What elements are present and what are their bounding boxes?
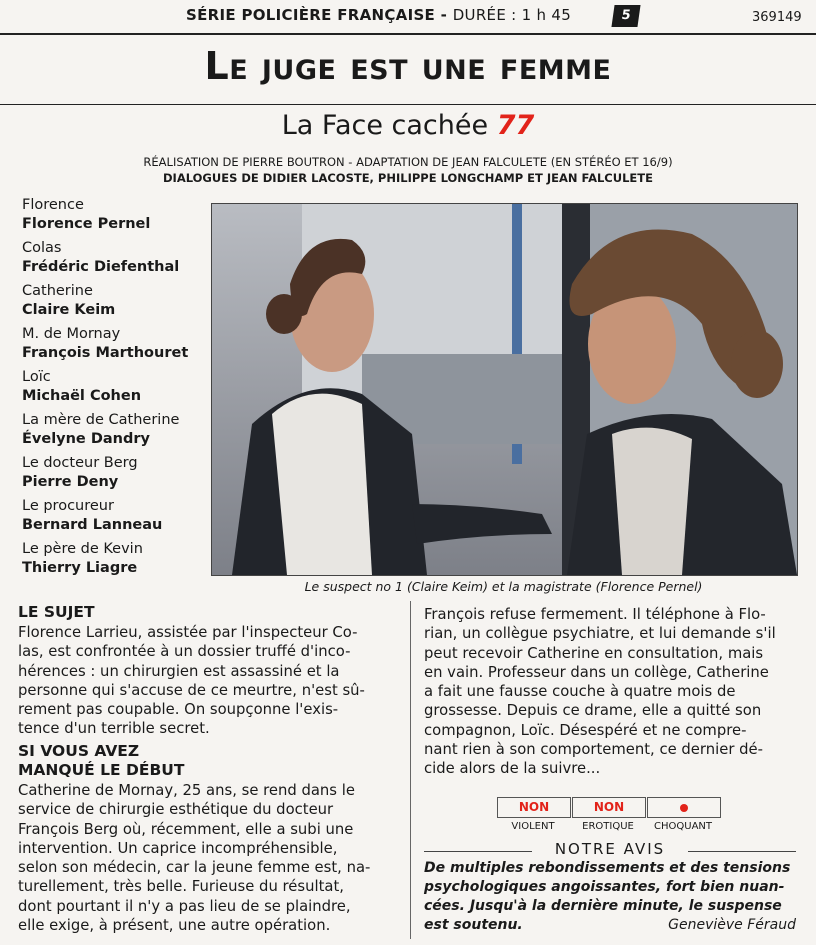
cast-role: La mère de Catherine <box>22 412 180 428</box>
photo-caption: Le suspect no 1 (Claire Keim) et la magistrate (Florence Pernel) <box>304 579 703 594</box>
text-line: Catherine de Mornay, 25 ans, se rend dans le <box>18 782 355 799</box>
episode-title: La Face cachée <box>281 110 489 141</box>
top-divider <box>0 33 816 35</box>
rating-violent-label: VIOLENT <box>511 821 555 832</box>
cast-item <box>22 325 212 363</box>
sujet-text <box>18 623 365 739</box>
cast-actor: Florence Pernel <box>22 216 151 232</box>
cast-role: Le procureur <box>22 498 114 514</box>
cast-item <box>22 454 212 492</box>
cast-role: Florence <box>22 197 84 213</box>
cast-actor: Frédéric Diefenthal <box>22 259 180 275</box>
text-line: compagnon, Loïc. Désespéré et ne compre- <box>424 721 747 739</box>
text-line: selon son médecin, car la jeune femme est, na- <box>18 859 371 877</box>
text-line: elle exige, à présent, une autre opération. <box>18 917 331 935</box>
text-line: De multiples rebondissements et des tensions <box>424 860 791 876</box>
cast-item <box>22 368 212 406</box>
text-line: dont pourtant il n'y a pas lieu de se plaindre, <box>18 897 351 915</box>
text-line: nant rien à son comportement, ce dernier dé- <box>424 741 763 759</box>
debut-heading-1: SI VOUS AVEZ <box>18 742 140 760</box>
text-line: cées. Jusqu'à la dernière minute, le suspense <box>424 898 782 914</box>
cast-item <box>22 497 212 535</box>
cast-item <box>22 239 212 277</box>
episode-photo <box>211 203 798 576</box>
cast-actor: Thierry Liagre <box>22 560 138 576</box>
red-dot-icon <box>680 804 688 812</box>
text-line: las, est confrontée à un dossier truffé d'inco- <box>18 643 351 661</box>
column-divider <box>410 601 411 939</box>
rating-choquant-box <box>647 797 721 818</box>
text-line: grossesse. Depuis ce drame, elle a quitté son <box>424 702 762 720</box>
title-divider <box>0 104 816 105</box>
text-line: hérences : un chirurgien est assassiné et la <box>18 662 340 680</box>
credits-dialogue: DIALOGUES DE DIDIER LACOSTE, PHILIPPE LONGCHAMP ET JEAN FALCULETE <box>163 171 653 185</box>
cast-role: Le père de Kevin <box>22 541 143 557</box>
cast-actor: Évelyne Dandry <box>22 431 150 447</box>
genre-label: SÉRIE POLICIÈRE FRANÇAISE - <box>186 6 448 24</box>
cast-actor: Bernard Lanneau <box>22 517 163 533</box>
rating-choquant-label: CHOQUANT <box>654 821 712 832</box>
text-line: intervention. Un caprice incompréhensible, <box>18 839 338 857</box>
text-line: tence d'un terrible secret. <box>18 720 210 738</box>
cast-actor: Pierre Deny <box>22 474 119 490</box>
rating-badge: 77 <box>496 110 535 141</box>
cast-actor: Michaël Cohen <box>22 388 142 404</box>
series-title: Le juge est une femme <box>204 44 612 88</box>
text-line: rement pas coupable. On soupçonne l'exis- <box>18 701 339 719</box>
cast-actor: Claire Keim <box>22 302 116 318</box>
listing-code: 369149 <box>752 10 802 25</box>
avis-last-line: est soutenu. <box>424 917 523 933</box>
credits-direction: RÉALISATION DE PIERRE BOUTRON - ADAPTATION DE JEAN FALCULETE (EN STÉRÉO ET 16/9) <box>143 155 673 169</box>
episode-title-row <box>0 110 816 141</box>
channel-logo-icon: 5 <box>611 5 640 27</box>
avis-author: Geneviève Féraud <box>668 917 796 933</box>
text-line: service de chirurgie esthétique du docteur <box>18 801 334 819</box>
debut-text <box>18 781 370 935</box>
genre-duration <box>186 6 571 24</box>
photo-illustration <box>212 204 797 575</box>
cast-actor: François Marthouret <box>22 345 189 361</box>
text-line: psychologiques angoissantes, fort bien nuan- <box>424 879 785 895</box>
text-line: rian, un collègue psychiatre, et lui demande s'il <box>424 625 776 643</box>
cast-item <box>22 540 212 578</box>
duration-label: DURÉE : 1 h 45 <box>452 6 572 24</box>
text-line: François refuse fermement. Il téléphone à Flo- <box>424 606 766 623</box>
rating-erotique-label: EROTIQUE <box>582 821 634 832</box>
cast-role: Loïc <box>22 369 51 385</box>
cast-role: Colas <box>22 240 62 256</box>
text-line: en vain. Professeur dans un collège, Catherine <box>424 663 769 681</box>
text-line: cide alors de la suivre... <box>424 760 601 778</box>
rating-erotique-box: NON <box>572 797 646 818</box>
cast-item <box>22 411 212 449</box>
continuation-text <box>424 605 776 779</box>
cast-role: Le docteur Berg <box>22 455 138 471</box>
text-line: a fait une fausse couche à quatre mois de <box>424 683 736 701</box>
text-line-last <box>424 916 796 935</box>
cast-item <box>22 196 212 234</box>
avis-text <box>424 859 796 935</box>
cast-role: M. de Mornay <box>22 326 121 342</box>
text-line: turellement, très belle. Furieuse du résultat, <box>18 878 344 896</box>
text-line: personne qui s'accuse de ce meurtre, n'est sû- <box>18 681 365 699</box>
sujet-heading: LE SUJET <box>18 603 95 621</box>
cast-item <box>22 282 212 320</box>
rating-violent-box: NON <box>497 797 571 818</box>
avis-title: NOTRE AVIS <box>554 840 666 858</box>
text-line: Florence Larrieu, assistée par l'inspecteur Co- <box>18 624 358 641</box>
cast-role: Catherine <box>22 283 93 299</box>
text-line: peut recevoir Catherine en consultation, mais <box>424 644 764 662</box>
text-line: François Berg où, récemment, elle a subi une <box>18 820 354 838</box>
debut-heading-2: MANQUÉ LE DÉBUT <box>18 761 185 779</box>
cast-list <box>22 196 212 583</box>
